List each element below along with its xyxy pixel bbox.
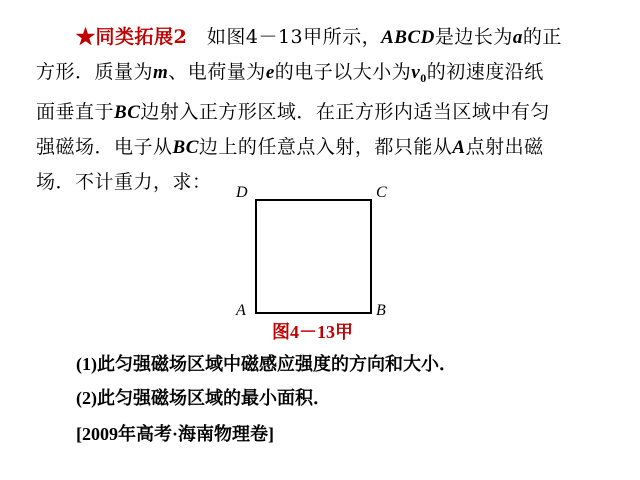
text-segment: 场．不计重力，求： [36,171,212,193]
problem-line-1 [36,20,612,55]
problem-line-3 [36,95,612,130]
math-symbol: ABCD [381,27,435,48]
question-2: (2)此匀强磁场区域的最小面积． [76,388,331,408]
corner-label-d: D [236,184,248,201]
text-segment: 的正 [522,26,562,48]
question-1: (1)此匀强磁场区域中磁感应强度的方向和大小． [76,354,457,374]
text-segment: 面垂直于 [36,101,115,123]
problem-tag: ★同类拓展2 [76,26,188,48]
corner-label-a: A [236,302,246,319]
math-symbol: BC [114,102,141,123]
text-segment: 的电子以大小为 [274,61,412,83]
math-symbol: v [411,62,421,83]
text-segment: 如图4－13甲所示， [206,26,382,48]
source-citation: [2009年高考·海南物理卷] [76,424,274,444]
problem-text [36,20,612,199]
math-symbol: e [265,62,275,83]
problem-line-4 [36,130,612,165]
corner-label-b: B [376,302,386,319]
text-segment: 、电荷量为 [168,61,266,83]
square-figure [228,182,398,324]
square-abcd [255,199,372,314]
text-segment: 点射出磁 [465,136,544,158]
corner-label-c: C [376,184,387,201]
text-segment: 边射入正方形区域．在正方形内适当区域中有匀 [140,101,550,123]
text-segment: 的初速度沿纸 [426,61,544,83]
math-subscript: 0 [420,71,427,85]
text-segment: 是边长为 [434,26,513,48]
math-symbol: A [452,137,466,158]
text-segment: 边上的任意点入射，都只能从 [198,136,453,158]
text-segment: 强磁场．电子从 [36,136,173,158]
figure-caption: 图4－13甲 [272,322,353,342]
problem-line-2 [36,55,612,95]
math-symbol: m [153,62,169,83]
math-symbol: BC [172,137,199,158]
math-symbol: a [512,27,523,48]
text-segment: 方形．质量为 [36,61,154,83]
